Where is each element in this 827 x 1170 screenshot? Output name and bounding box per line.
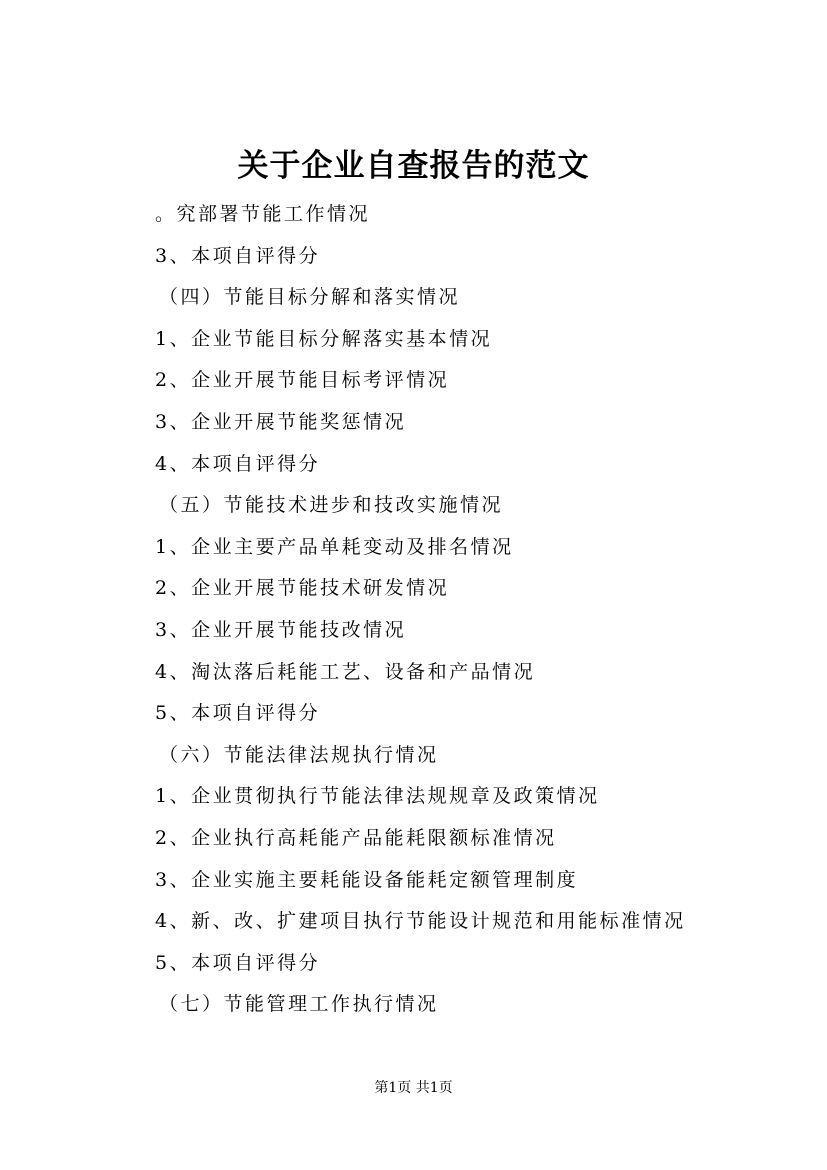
body-line: 3、本项自评得分 [155,244,321,267]
document-body [155,194,686,1026]
body-line: 1、企业主要产品单耗变动及排名情况 [155,535,514,558]
body-line: 4、本项自评得分 [155,452,321,475]
section-heading: （六）节能法律法规执行情况 [159,743,439,766]
body-line: 3、企业开展节能技改情况 [155,618,407,641]
body-line: 1、企业贯彻执行节能法律法规规章及政策情况 [155,785,600,808]
section-heading: （四）节能目标分解和落实情况 [159,286,461,309]
body-line: 3、企业开展节能奖惩情况 [155,410,407,433]
body-line: 2、企业开展节能技术研发情况 [155,577,450,600]
body-line: 4、新、改、扩建项目执行节能设计规范和用能标准情况 [155,910,686,933]
body-line: 5、本项自评得分 [155,951,321,974]
body-line: 4、淘汰落后耗能工艺、设备和产品情况 [155,660,536,683]
body-line: 2、企业执行高耗能产品能耗限额标准情况 [155,826,557,849]
document-title: 关于企业自查报告的范文 [237,148,590,184]
section-heading: （五）节能技术进步和技改实施情况 [159,494,504,517]
body-line: 。究部署节能工作情况 [155,203,371,225]
page-footer: 第1页 共1页 [374,1080,453,1096]
body-line: 3、企业实施主要耗能设备能耗定额管理制度 [155,868,579,891]
body-line: 5、本项自评得分 [155,702,321,725]
body-line: 1、企业节能目标分解落实基本情况 [155,327,493,350]
body-line: 2、企业开展节能目标考评情况 [155,369,450,392]
section-heading: （七）节能管理工作执行情况 [159,993,439,1016]
